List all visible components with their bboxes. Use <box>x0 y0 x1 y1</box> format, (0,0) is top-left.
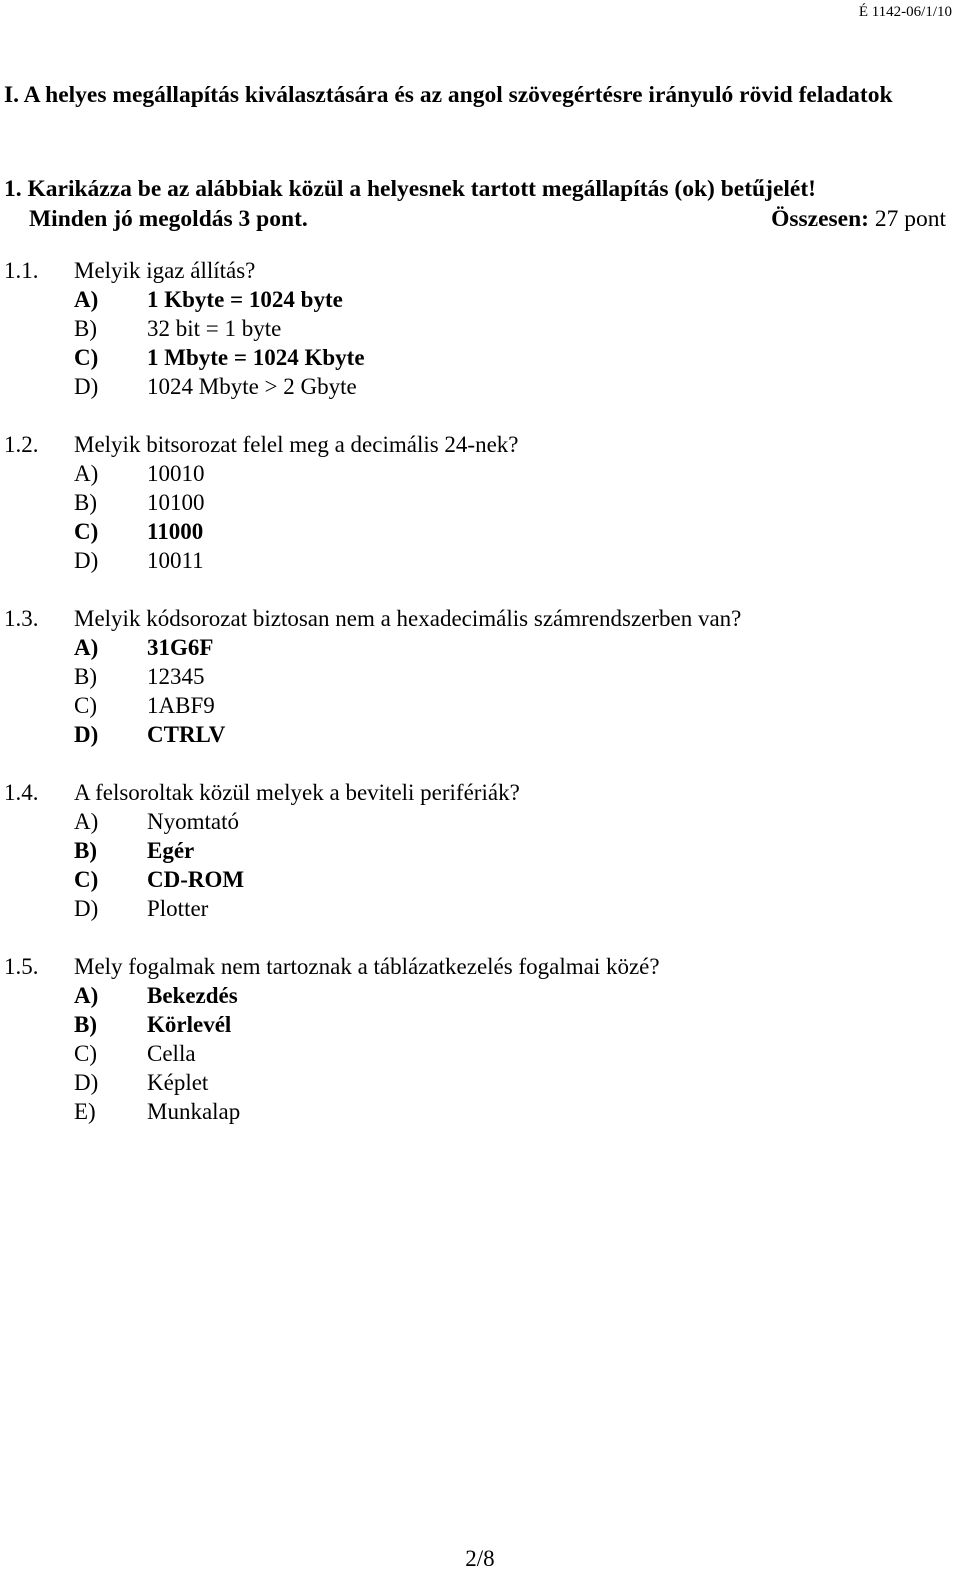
task-instruction-block <box>4 174 946 234</box>
option-letter: D) <box>74 548 99 573</box>
answer-option[interactable] <box>4 517 944 546</box>
question-number: 1.1. <box>4 258 39 283</box>
option-text: Nyomtató <box>147 809 239 834</box>
option-text: 12345 <box>147 664 205 689</box>
points-line <box>4 204 946 234</box>
answer-option[interactable] <box>4 1097 944 1126</box>
answer-option[interactable] <box>4 1010 944 1039</box>
option-text: CD-ROM <box>147 867 245 892</box>
option-text: 31G6F <box>147 635 214 660</box>
answer-option[interactable] <box>4 894 944 923</box>
answer-option[interactable] <box>4 314 944 343</box>
answer-option[interactable] <box>4 285 944 314</box>
option-text: 10011 <box>147 548 204 573</box>
answer-option[interactable] <box>4 981 944 1010</box>
task-instruction: 1. Karikázza be az alábbiak közül a helyesnek tartott megállapítás (ok) betűjelét! <box>4 176 816 202</box>
answer-option[interactable] <box>4 836 944 865</box>
option-letter: B) <box>74 316 97 341</box>
question-text: Melyik bitsorozat felel meg a decimális 24-nek? <box>74 432 519 457</box>
total-value: 27 pont <box>874 206 946 232</box>
option-letter: B) <box>74 838 97 863</box>
option-text: 1 Kbyte = 1024 byte <box>147 287 343 312</box>
option-text: 10010 <box>147 461 205 486</box>
section-title: I. A helyes megállapítás kiválasztására és az angol szövegértésre irányuló rövid feladatok <box>4 82 893 108</box>
option-letter: C) <box>74 693 97 718</box>
question <box>4 430 944 575</box>
answer-option[interactable] <box>4 488 944 517</box>
option-text: Cella <box>147 1041 196 1066</box>
answer-option[interactable] <box>4 865 944 894</box>
option-letter: C) <box>74 1041 97 1066</box>
question <box>4 952 944 1126</box>
option-letter: D) <box>74 722 99 747</box>
question-header <box>4 952 944 981</box>
document-code: É 1142-06/1/10 <box>858 4 952 20</box>
option-text: 1ABF9 <box>147 693 215 718</box>
question-header <box>4 604 944 633</box>
question-header <box>4 430 944 459</box>
question-text: A felsoroltak közül melyek a beviteli perifériák? <box>74 780 520 805</box>
option-letter: B) <box>74 664 97 689</box>
option-letter: D) <box>74 374 99 399</box>
option-letter: A) <box>74 287 99 312</box>
option-letter: D) <box>74 896 99 921</box>
answer-option[interactable] <box>4 633 944 662</box>
total-label: Összesen: <box>771 206 869 232</box>
answer-option[interactable] <box>4 546 944 575</box>
question-number: 1.5. <box>4 954 39 979</box>
answer-option[interactable] <box>4 459 944 488</box>
option-text: Egér <box>147 838 195 863</box>
option-letter: A) <box>74 635 99 660</box>
total-points <box>771 204 946 234</box>
answer-option[interactable] <box>4 1068 944 1097</box>
question <box>4 604 944 749</box>
points-note: Minden jó megoldás 3 pont. <box>29 206 308 232</box>
option-letter: E) <box>74 1099 96 1124</box>
option-letter: A) <box>74 809 99 834</box>
page-number: 2/8 <box>465 1546 495 1571</box>
answer-option[interactable] <box>4 691 944 720</box>
option-text: 1 Mbyte = 1024 Kbyte <box>147 345 365 370</box>
option-text: Körlevél <box>147 1012 232 1037</box>
question-text: Melyik kódsorozat biztosan nem a hexadecimális számrendszerben van? <box>74 606 742 631</box>
option-letter: D) <box>74 1070 99 1095</box>
answer-option[interactable] <box>4 807 944 836</box>
option-text: 10100 <box>147 490 205 515</box>
question-number: 1.3. <box>4 606 39 631</box>
option-letter: B) <box>74 1012 97 1037</box>
question-header <box>4 778 944 807</box>
option-letter: A) <box>74 983 99 1008</box>
option-text: Bekezdés <box>147 983 238 1008</box>
option-letter: C) <box>74 867 99 892</box>
answer-option[interactable] <box>4 662 944 691</box>
question <box>4 256 944 401</box>
option-letter: C) <box>74 519 99 544</box>
question-number: 1.2. <box>4 432 39 457</box>
option-text: 11000 <box>147 519 204 544</box>
option-text: Plotter <box>147 896 209 921</box>
answer-option[interactable] <box>4 1039 944 1068</box>
question-text: Melyik igaz állítás? <box>74 258 256 283</box>
question <box>4 778 944 923</box>
option-letter: B) <box>74 490 97 515</box>
option-text: Képlet <box>147 1070 209 1095</box>
question-number: 1.4. <box>4 780 39 805</box>
question-header <box>4 256 944 285</box>
answer-option[interactable] <box>4 343 944 372</box>
option-text: 32 bit = 1 byte <box>147 316 282 341</box>
option-text: CTRLV <box>147 722 226 747</box>
option-letter: A) <box>74 461 99 486</box>
option-text: Munkalap <box>147 1099 241 1124</box>
answer-option[interactable] <box>4 720 944 749</box>
answer-option[interactable] <box>4 372 944 401</box>
option-text: 1024 Mbyte > 2 Gbyte <box>147 374 357 399</box>
option-letter: C) <box>74 345 99 370</box>
question-text: Mely fogalmak nem tartoznak a táblázatkezelés fogalmai közé? <box>74 954 660 979</box>
